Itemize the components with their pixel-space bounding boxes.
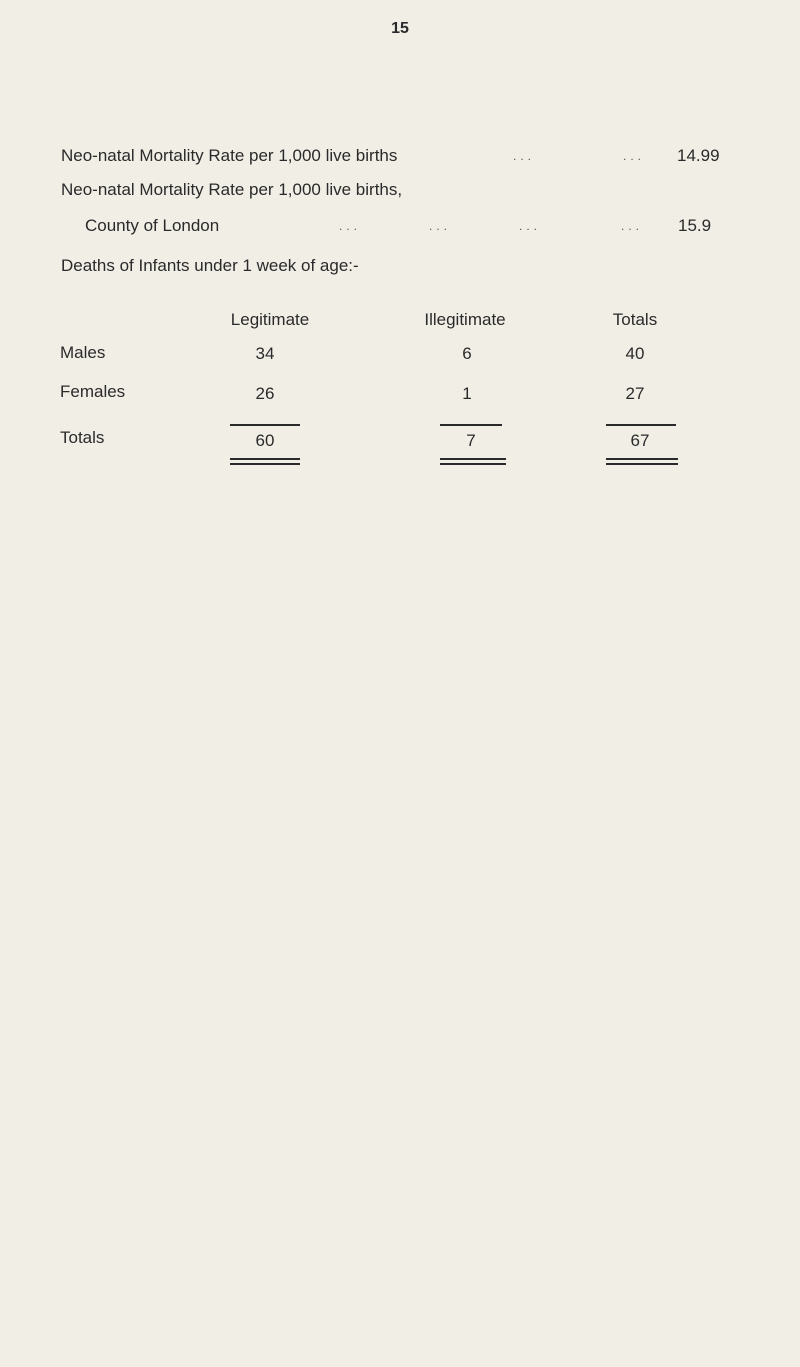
leader-dots: ... xyxy=(621,219,644,233)
column-header-totals: Totals xyxy=(612,310,658,329)
section-heading: Deaths of Infants under 1 week of age:- xyxy=(61,256,359,275)
neonatal-rate-value: 14.99 xyxy=(677,146,720,165)
total-double-rule xyxy=(440,463,506,465)
cell-totals-legitimate: 60 xyxy=(255,431,275,450)
london-rate-label-2: County of London xyxy=(85,216,220,235)
page-number: 15 xyxy=(391,20,409,37)
total-double-rule xyxy=(606,463,678,465)
cell-females-illegitimate: 1 xyxy=(462,384,472,403)
leader-dots: ... xyxy=(513,149,536,163)
infant-deaths-table xyxy=(0,0,800,500)
column-header-illegitimate: Illegitimate xyxy=(424,310,506,329)
total-double-rule xyxy=(440,458,506,460)
cell-females-legitimate: 26 xyxy=(255,384,275,403)
leader-dots: ... xyxy=(429,219,452,233)
leader-dots: ... xyxy=(623,149,646,163)
total-double-rule xyxy=(606,458,678,460)
neonatal-rate-label: Neo-natal Mortality Rate per 1,000 live births xyxy=(61,146,398,165)
cell-totals-totals: 67 xyxy=(630,431,650,450)
subtotal-rule xyxy=(606,424,676,426)
cell-males-illegitimate: 6 xyxy=(462,344,472,363)
row-label-females: Females xyxy=(60,382,126,401)
cell-totals-illegitimate: 7 xyxy=(466,431,476,450)
cell-males-legitimate: 34 xyxy=(255,344,275,363)
leader-dots: ... xyxy=(519,219,542,233)
cell-males-totals: 40 xyxy=(625,344,645,363)
subtotal-rule xyxy=(440,424,502,426)
column-header-legitimate: Legitimate xyxy=(230,310,310,329)
row-label-males: Males xyxy=(60,343,106,362)
total-double-rule xyxy=(230,463,300,465)
london-rate-label-1: Neo-natal Mortality Rate per 1,000 live births, xyxy=(61,180,403,199)
cell-females-totals: 27 xyxy=(625,384,645,403)
leader-dots: ... xyxy=(339,219,362,233)
total-double-rule xyxy=(230,458,300,460)
subtotal-rule xyxy=(230,424,300,426)
london-rate-value: 15.9 xyxy=(678,216,712,235)
row-label-totals: Totals xyxy=(60,428,105,447)
